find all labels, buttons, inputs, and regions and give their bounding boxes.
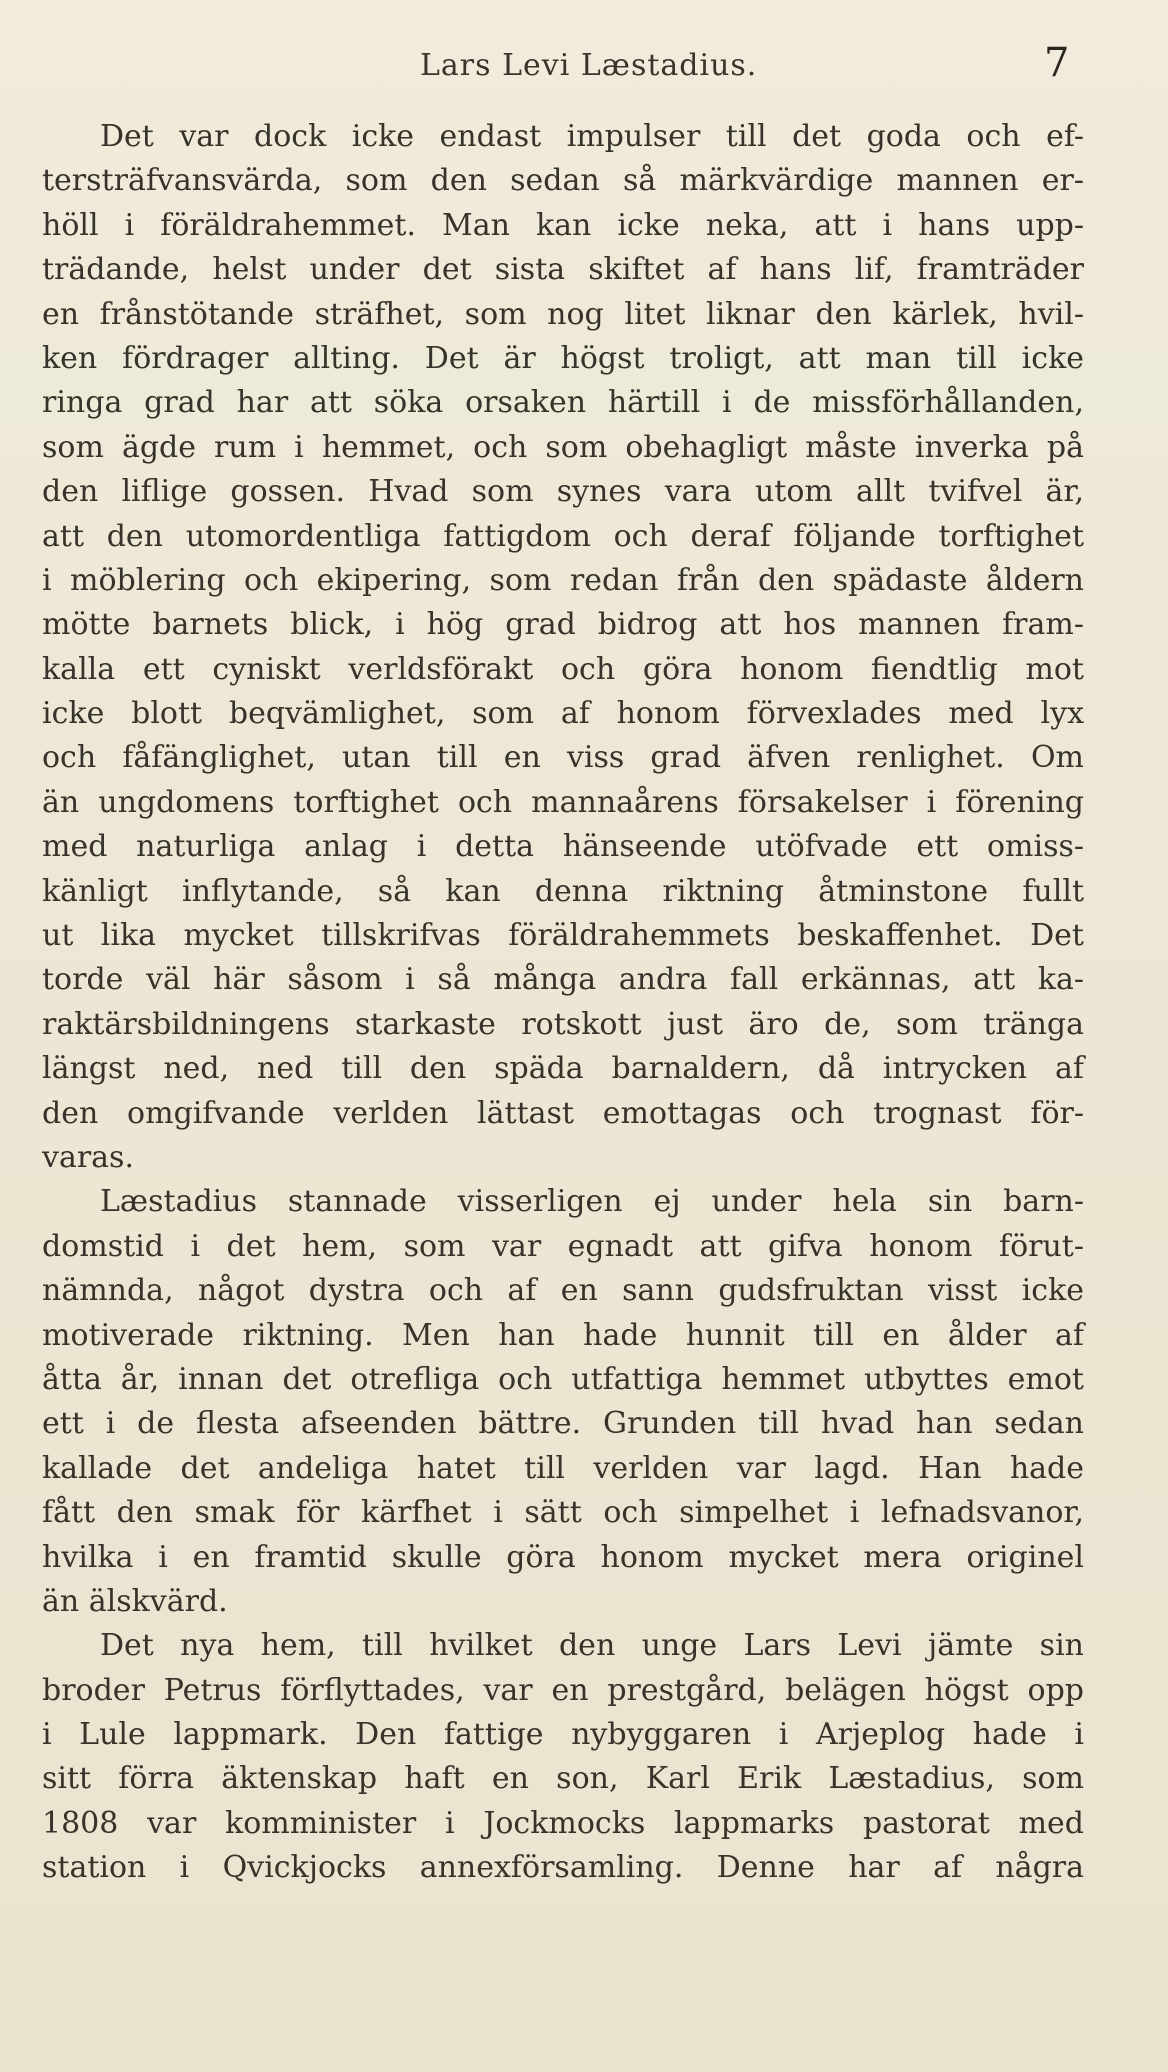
text-line: ut lika mycket tillskrifvas föräldrahemmets beskaffenhet. Det — [42, 918, 1084, 954]
text-line: icke blott beqvämlighet, som af honom förvexlades med lyx — [42, 696, 1084, 732]
text-line: mötte barnets blick, i hög grad bidrog att hos mannen fram- — [42, 607, 1084, 643]
text-line: längst ned, ned till den späda barnaldern, då intrycken af — [42, 1051, 1084, 1087]
text-line: att den utomordentliga fattigdom och deraf följande torftighet — [42, 518, 1084, 554]
text-line: än älskvärd. — [42, 1583, 228, 1619]
body-text — [42, 115, 1084, 1891]
text-line: fått den smak för kärfhet i sätt och simpelhet i lefnadsvanor, — [42, 1495, 1084, 1531]
text-line: kallade det andeliga hatet till verlden var lagd. Han hade — [42, 1450, 1084, 1486]
text-line: i Lule lappmark. Den fattige nybyggaren i Arjeplog hade i — [42, 1717, 1084, 1753]
paragraph-3 — [42, 1624, 1084, 1890]
text-line: med naturliga anlag i detta hänseende utöfvade ett omiss- — [42, 829, 1084, 865]
text-line: tersträfvansvärda, som den sedan så märkvärdige mannen er- — [42, 163, 1084, 199]
text-line: torde väl här såsom i så många andra fall erkännas, att ka- — [42, 962, 1084, 998]
text-line: åtta år, innan det otrefliga och utfattiga hemmet utbyttes emot — [42, 1361, 1084, 1397]
text-line: Det var dock icke endast impulser till det goda och ef- — [100, 119, 1084, 154]
text-line: ken fördrager allting. Det är högst troligt, att man till icke — [42, 340, 1084, 376]
text-line: sitt förra äktenskap haft en son, Karl Erik Læstadius, som — [42, 1761, 1084, 1797]
text-line: som ägde rum i hemmet, och som obehagligt måste inverka på — [42, 429, 1084, 465]
paragraph-2 — [42, 1180, 1084, 1624]
page-number: 7 — [1044, 40, 1070, 86]
text-line: ringa grad har att söka orsaken härtill i de missförhållanden, — [42, 385, 1084, 421]
text-line: Det nya hem, till hvilket den unge Lars Levi jämte sin — [100, 1628, 1084, 1664]
text-line: känligt inflytande, så kan denna riktning åtminstone fullt — [42, 873, 1084, 909]
text-line: motiverade riktning. Men han hade hunnit till en ålder af — [42, 1317, 1084, 1353]
text-line: Læstadius stannade visserligen ej under hela sin barn- — [100, 1184, 1084, 1220]
text-line: domstid i det hem, som var egnadt att gifva honom förut- — [42, 1228, 1084, 1264]
text-line: en frånstötande sträfhet, som nog litet liknar den kärlek, hvil- — [42, 296, 1084, 332]
text-line: hvilka i en framtid skulle göra honom mycket mera originel — [42, 1539, 1084, 1575]
text-line: nämnda, något dystra och af en sann gudsfruktan visst icke — [42, 1273, 1084, 1309]
text-line: raktärsbildningens starkaste rotskott just äro de, som tränga — [42, 1006, 1084, 1042]
text-line: än ungdomens torftighet och mannaårens försakelser i förening — [42, 784, 1084, 820]
text-line: höll i föräldrahemmet. Man kan icke neka, att i hans upp- — [42, 207, 1084, 243]
text-line: ett i de flesta afseenden bättre. Grunden till hvad han sedan — [42, 1406, 1084, 1442]
text-line: 1808 var komminister i Jockmocks lappmarks pastorat med — [42, 1805, 1084, 1841]
text-line: i möblering och ekipering, som redan från den spädaste åldern — [42, 562, 1084, 598]
text-line: och fåfänglighet, utan till en viss grad äfven renlighet. Om — [42, 740, 1084, 776]
text-line: varas. — [42, 1139, 134, 1175]
text-line: trädande, helst under det sista skiftet af hans lif, framträder — [42, 252, 1084, 288]
text-line: den omgifvande verlden lättast emottagas och trognast för- — [42, 1095, 1084, 1131]
text-line: station i Qvickjocks annexförsamling. Denne har af några — [42, 1850, 1084, 1886]
text-line: den liflige gossen. Hvad som synes vara utom allt tvifvel är, — [42, 474, 1084, 510]
text-line: broder Petrus förflyttades, var en prestgård, belägen högst opp — [42, 1672, 1084, 1708]
running-title: Lars Levi Læstadius. — [420, 48, 758, 83]
paragraph-1 — [42, 115, 1084, 1180]
text-line: kalla ett cyniskt verldsförakt och göra honom fiendtlig mot — [42, 651, 1084, 687]
